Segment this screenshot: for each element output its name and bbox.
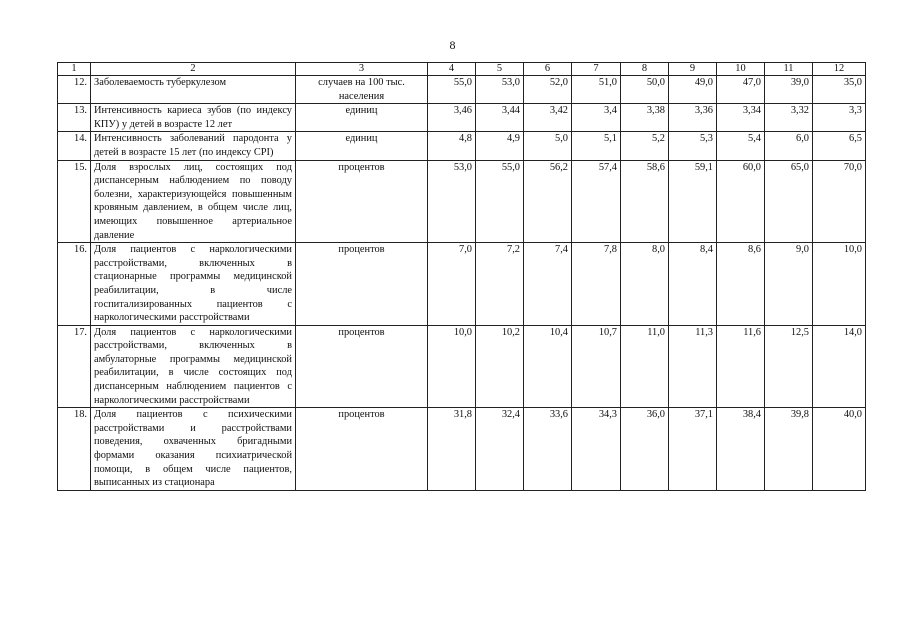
value-cell: 47,0: [717, 76, 765, 104]
table-row: [58, 160, 866, 243]
value-cell: 5,4: [717, 132, 765, 160]
page-number: 8: [449, 38, 456, 52]
value-cell: 65,0: [765, 160, 813, 243]
value-cell: 5,0: [524, 132, 572, 160]
value-cell: 11,0: [621, 325, 669, 408]
header-row: [58, 63, 866, 76]
table-row: [58, 243, 866, 326]
column-header: 4: [428, 63, 476, 76]
value-cell: 58,6: [621, 160, 669, 243]
value-cell: 56,2: [524, 160, 572, 243]
row-number: 13.: [58, 104, 91, 132]
value-cell: 55,0: [428, 76, 476, 104]
value-cell: 9,0: [765, 243, 813, 326]
unit-of-measure: процентов: [296, 408, 428, 491]
value-cell: 6,5: [813, 132, 866, 160]
value-cell: 57,4: [572, 160, 621, 243]
value-cell: 5,2: [621, 132, 669, 160]
value-cell: 3,32: [765, 104, 813, 132]
value-cell: 3,3: [813, 104, 866, 132]
table-row: [58, 104, 866, 132]
value-cell: 7,4: [524, 243, 572, 326]
indicator-name: Интенсивность кариеса зубов (по индексу КПУ) у детей в возрасте 12 лет: [91, 104, 296, 132]
value-cell: 6,0: [765, 132, 813, 160]
value-cell: 10,2: [476, 325, 524, 408]
value-cell: 8,0: [621, 243, 669, 326]
indicator-name: Заболеваемость туберкулезом: [91, 76, 296, 104]
value-cell: 3,44: [476, 104, 524, 132]
value-cell: 49,0: [669, 76, 717, 104]
value-cell: 5,1: [572, 132, 621, 160]
column-header: 11: [765, 63, 813, 76]
value-cell: 7,8: [572, 243, 621, 326]
value-cell: 34,3: [572, 408, 621, 491]
value-cell: 5,3: [669, 132, 717, 160]
value-cell: 35,0: [813, 76, 866, 104]
value-cell: 10,0: [428, 325, 476, 408]
indicator-name: Доля пациентов с наркологическими расстройствами, включенных в амбулаторные программы медицинской реабилитации, в числе состоящих под диспансерным наблюдением пациентов с наркологическими расстройствами: [91, 325, 296, 408]
indicator-name: Доля пациентов с наркологическими расстройствами, включенных в стационарные программы медицинской реабилитации, в числе госпитализированных пациентов с наркологическими расстройствами: [91, 243, 296, 326]
column-header: 6: [524, 63, 572, 76]
table-row: [58, 325, 866, 408]
value-cell: 3,34: [717, 104, 765, 132]
value-cell: 3,42: [524, 104, 572, 132]
value-cell: 37,1: [669, 408, 717, 491]
value-cell: 39,8: [765, 408, 813, 491]
unit-of-measure: случаев на 100 тыс. населения: [296, 76, 428, 104]
value-cell: 3,38: [621, 104, 669, 132]
row-number: 15.: [58, 160, 91, 243]
value-cell: 55,0: [476, 160, 524, 243]
column-header: 8: [621, 63, 669, 76]
value-cell: 39,0: [765, 76, 813, 104]
value-cell: 3,46: [428, 104, 476, 132]
value-cell: 51,0: [572, 76, 621, 104]
value-cell: 11,3: [669, 325, 717, 408]
column-header: 2: [91, 63, 296, 76]
table-row: [58, 132, 866, 160]
column-header: 9: [669, 63, 717, 76]
table-body: [58, 63, 866, 491]
value-cell: 8,4: [669, 243, 717, 326]
column-header: 5: [476, 63, 524, 76]
value-cell: 53,0: [476, 76, 524, 104]
value-cell: 60,0: [717, 160, 765, 243]
row-number: 18.: [58, 408, 91, 491]
value-cell: 32,4: [476, 408, 524, 491]
indicator-name: Доля пациентов с психическими расстройствами и расстройствами поведения, охваченных бригадными формами оказания психиатрической помощи, в общем числе пациентов, выписанных из стационара: [91, 408, 296, 491]
indicators-table: [57, 62, 866, 491]
column-header: 12: [813, 63, 866, 76]
value-cell: 59,1: [669, 160, 717, 243]
value-cell: 36,0: [621, 408, 669, 491]
unit-of-measure: единиц: [296, 132, 428, 160]
table-row: [58, 408, 866, 491]
row-number: 16.: [58, 243, 91, 326]
value-cell: 3,4: [572, 104, 621, 132]
value-cell: 40,0: [813, 408, 866, 491]
value-cell: 70,0: [813, 160, 866, 243]
unit-of-measure: процентов: [296, 160, 428, 243]
value-cell: 52,0: [524, 76, 572, 104]
value-cell: 8,6: [717, 243, 765, 326]
unit-of-measure: единиц: [296, 104, 428, 132]
value-cell: 4,8: [428, 132, 476, 160]
value-cell: 14,0: [813, 325, 866, 408]
value-cell: 3,36: [669, 104, 717, 132]
column-header: 7: [572, 63, 621, 76]
value-cell: 7,0: [428, 243, 476, 326]
value-cell: 10,7: [572, 325, 621, 408]
value-cell: 12,5: [765, 325, 813, 408]
indicator-name: Доля взрослых лиц, состоящих под диспансерным наблюдением по поводу болезни, характеризующейся повышенным кровяным давлением, в общем числе лиц, имеющих повышенное артериальное давление: [91, 160, 296, 243]
value-cell: 33,6: [524, 408, 572, 491]
unit-of-measure: процентов: [296, 325, 428, 408]
value-cell: 38,4: [717, 408, 765, 491]
column-header: 3: [296, 63, 428, 76]
row-number: 14.: [58, 132, 91, 160]
value-cell: 50,0: [621, 76, 669, 104]
column-header: 10: [717, 63, 765, 76]
unit-of-measure: процентов: [296, 243, 428, 326]
value-cell: 10,4: [524, 325, 572, 408]
value-cell: 31,8: [428, 408, 476, 491]
value-cell: 10,0: [813, 243, 866, 326]
row-number: 17.: [58, 325, 91, 408]
column-header: 1: [58, 63, 91, 76]
value-cell: 11,6: [717, 325, 765, 408]
value-cell: 7,2: [476, 243, 524, 326]
row-number: 12.: [58, 76, 91, 104]
indicator-name: Интенсивность заболеваний пародонта у детей в возрасте 15 лет (по индексу CPI): [91, 132, 296, 160]
value-cell: 53,0: [428, 160, 476, 243]
value-cell: 4,9: [476, 132, 524, 160]
table-row: [58, 76, 866, 104]
